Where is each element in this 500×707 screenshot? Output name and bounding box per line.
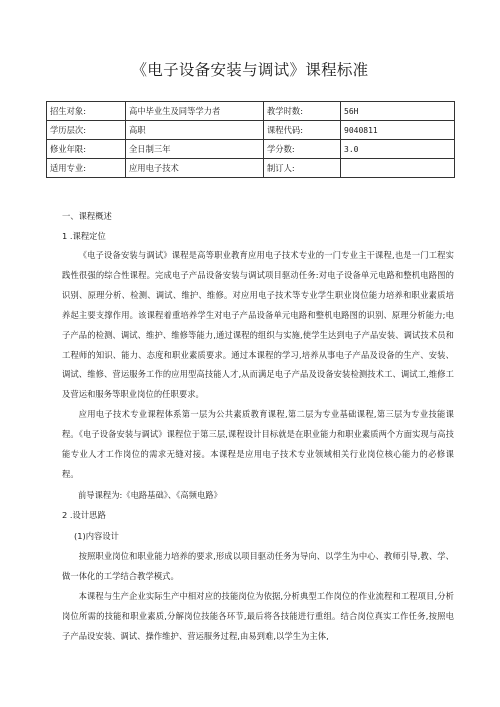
subsubsection-heading: (1)内容设计 <box>74 530 119 541</box>
course-info-table <box>46 101 455 178</box>
paragraph: 应用电子技术专业课程体系第一层为公共素质教育课程,第二层为专业基础课程,第三层为专业技能课程。《电子设备安装与调试》课程位于第三层,课程设计目标就是在职业能力和职业素质两个方面实现与高技能专业人才工作岗位的需求无缝对接。本课程是应用电子技术专业领域相关行业岗位核心能力的必修课程。 <box>62 409 454 479</box>
paragraph: 《电子设备安装与调试》课程是高等职业教育应用电子技术专业的一门专业主干课程,也是一门工程实践性很强的综合性课程。完成电子产品设备安装与调试项目驱动任务:对电子设备单元电路和整机电路图的识别、原理分析、检测、调试、维护、维修。对应用电子技术等专业学生职业岗位能力培养和职业素质培养起主要支撑作用。该课程着重培养学生对电子产品设备单元电路和整机电路图的识别、原理分析能力;电子产品的检测、调试、维护、维修等能力,通过课程的组织与实施,使学生达到电子产品安装、调试技术员和工程师的知识、能力、态度和职业素质要求。通过本课程的学习,培养从事电子产品及设备的生产、安装、调试、维修、营运服务工作的应用型高技能人才,从而满足电子产品及设备安装检测技术工、调试工,维修工及营运和服务等职业岗位的任职要求。 <box>62 250 454 400</box>
subsection-heading: 2 .设计思路 <box>62 509 106 520</box>
table-cell-value: 9040811 <box>341 121 455 140</box>
table-cell-label: 招生对象: <box>47 102 126 121</box>
table-cell-value: 56H <box>341 102 455 121</box>
table-row <box>47 121 455 140</box>
table-cell-label: 制订人: <box>264 159 341 178</box>
paragraph: 按照职业岗位和职业能力培养的要求,形成以项目驱动任务为导向、以学生为中心、教师引导,教、学、做一体化的工学结合教学模式。 <box>62 550 454 581</box>
prerequisite-line: 前导课程为:《电路基础》、《高频电路》 <box>78 489 222 500</box>
table-cell-label: 学历层次: <box>47 121 126 140</box>
table-cell-value <box>341 159 455 178</box>
table-cell-label: 课程代码: <box>264 121 341 140</box>
table-cell-label: 教学时数: <box>264 102 341 121</box>
table-cell-label: 修业年限: <box>47 140 126 159</box>
section-heading: 一、课程概述 <box>62 211 112 221</box>
table-cell-value: 全日制三年 <box>126 140 264 159</box>
table-cell-label: 学分数: <box>264 140 341 159</box>
subsection-heading: 1 .课程定位 <box>62 231 106 241</box>
table-cell-value: 高中毕业生及同等学力者 <box>126 102 264 121</box>
document-body <box>62 206 454 646</box>
table-cell-value: 高职 <box>126 121 264 140</box>
table-row <box>47 102 455 121</box>
table-cell-value: 3.0 <box>341 140 455 159</box>
table-row <box>47 140 455 159</box>
table-cell-value: 应用电子技术 <box>126 159 264 178</box>
document-title: 《电子设备安装与调试》课程标准 <box>131 61 369 79</box>
paragraph: 本课程与生产企业实际生产中相对应的技能岗位为依据,分析典型工作岗位的作业流程和工程项目,分析岗位所需的技能和职业素质,分解岗位技能各环节,最后将各技能进行重组。结合岗位真实工作任务,按照电子产品设安装、调试、操作维护、营运服务过程,由易到难,以学生为主体, <box>62 590 455 641</box>
table-row <box>47 159 455 178</box>
table-cell-label: 适用专业: <box>47 159 126 178</box>
